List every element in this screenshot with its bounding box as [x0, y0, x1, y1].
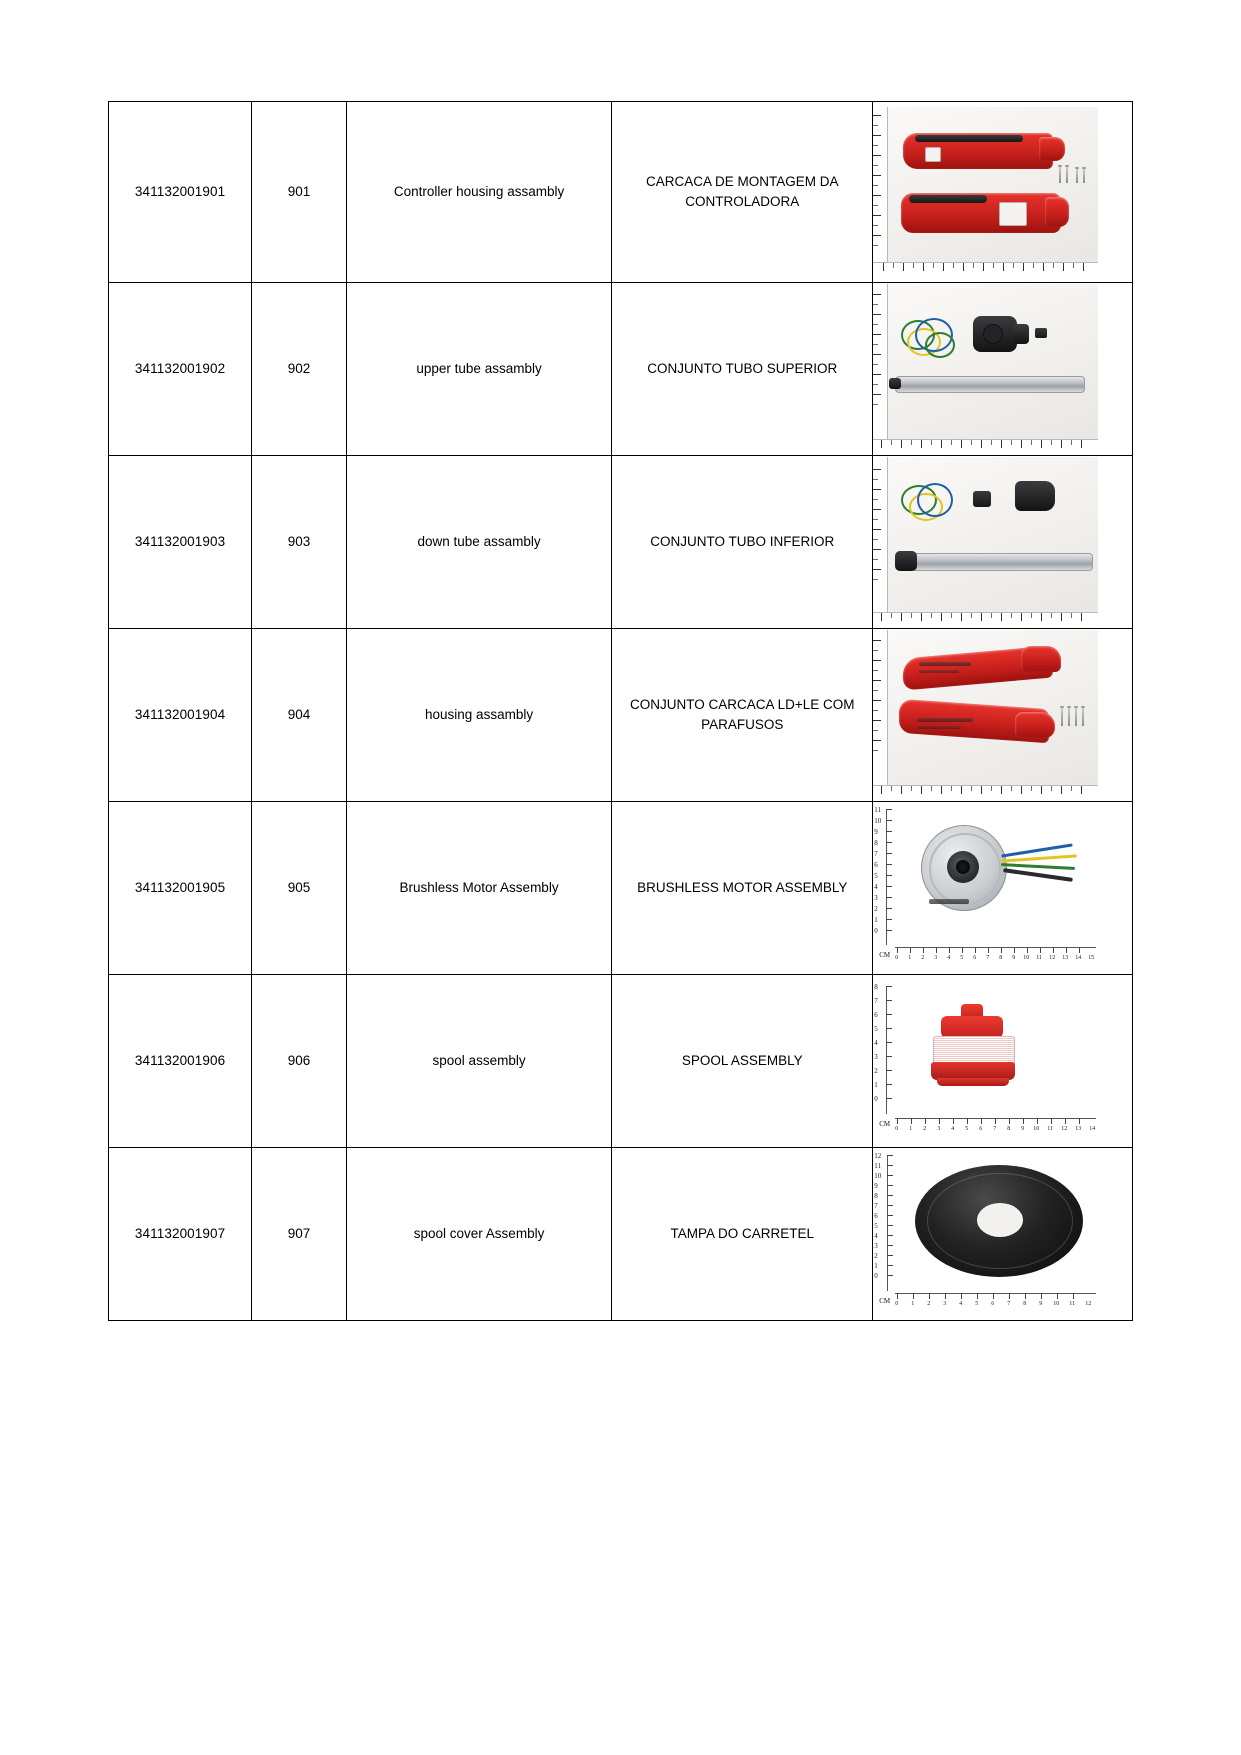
cell-part-code — [109, 802, 252, 975]
cell-ref-no — [252, 975, 347, 1148]
cell-description-pt — [612, 629, 873, 802]
description-pt-text: TAMPA DO CARRETEL — [670, 1226, 815, 1242]
cell-photo — [873, 456, 1133, 629]
cell-part-code — [109, 456, 252, 629]
ref-no-text: 903 — [287, 534, 311, 550]
cell-ref-no — [252, 629, 347, 802]
description-en-text: spool cover Assembly — [413, 1226, 545, 1242]
cell-part-code — [109, 102, 252, 283]
photo-upper-tube — [873, 284, 1098, 454]
description-en-text: housing assambly — [425, 707, 534, 723]
part-code-text: 341132001903 — [134, 534, 226, 550]
cell-description-pt — [612, 975, 873, 1148]
cell-photo — [873, 629, 1133, 802]
table-row[interactable] — [109, 456, 1133, 629]
table-row[interactable] — [109, 802, 1133, 975]
cell-photo — [873, 802, 1133, 975]
ruler-vertical — [873, 630, 888, 800]
table-row[interactable] — [109, 629, 1133, 802]
part-code-text: 341132001901 — [134, 184, 226, 200]
cell-description-pt — [612, 1148, 873, 1321]
description-pt-text: CONJUNTO CARCACA LD+LE COM PARAFUSOS — [630, 697, 855, 732]
description-pt-text: CONJUNTO TUBO INFERIOR — [650, 534, 835, 550]
ruler-horizontal — [873, 612, 1098, 627]
cell-description-pt — [612, 102, 873, 283]
ruler-horizontal: 0 1 2 3 4 5 6 7 8 9 10 11 12 13 14 15 — [895, 947, 1096, 969]
cell-photo — [873, 975, 1133, 1148]
ruler-horizontal: 0 1 2 3 4 5 6 7 8 9 10 11 12 — [895, 1293, 1096, 1315]
cell-description-en — [346, 975, 612, 1148]
table-row[interactable] — [109, 975, 1133, 1148]
part-code-text: 341132001902 — [134, 361, 226, 377]
description-en-text: down tube assambly — [417, 534, 541, 550]
description-pt-text: SPOOL ASSEMBLY — [681, 1053, 803, 1069]
ref-no-text: 905 — [287, 880, 311, 896]
description-pt-text: CARCACA DE MONTAGEM DA CONTROLADORA — [646, 174, 839, 209]
cell-part-code — [109, 975, 252, 1148]
ruler-horizontal — [873, 262, 1098, 277]
cell-description-en — [346, 456, 612, 629]
cell-part-code — [109, 629, 252, 802]
ref-no-text: 907 — [287, 1226, 311, 1242]
part-code-text: 341132001907 — [134, 1226, 226, 1242]
cell-description-en — [346, 283, 612, 456]
ref-no-text: 901 — [287, 184, 311, 200]
cm-label: CM — [879, 951, 891, 959]
cell-description-pt — [612, 283, 873, 456]
cell-ref-no — [252, 1148, 347, 1321]
description-en-text: Brushless Motor Assembly — [399, 880, 559, 896]
table-row[interactable] — [109, 283, 1133, 456]
cm-label: CM — [879, 1120, 891, 1128]
ruler-vertical: 11 10 9 8 7 6 5 4 3 2 1 0 — [873, 807, 899, 947]
ref-no-text: 904 — [287, 707, 311, 723]
cell-description-en — [346, 629, 612, 802]
ruler-vertical — [873, 457, 888, 627]
ruler-vertical: 12 11 10 9 8 7 6 5 4 3 2 1 0 — [873, 1153, 899, 1293]
photo-brushless-motor — [873, 803, 1098, 973]
photo-housing-assembly — [873, 630, 1098, 800]
photo-down-tube — [873, 457, 1098, 627]
cell-photo — [873, 283, 1133, 456]
ruler-horizontal — [873, 439, 1098, 454]
cm-label: CM — [879, 1297, 891, 1305]
description-en-text: Controller housing assambly — [393, 184, 565, 200]
cell-part-code — [109, 1148, 252, 1321]
ref-no-text: 902 — [287, 361, 311, 377]
ruler-horizontal: 0 1 2 3 4 5 6 7 8 9 10 11 12 13 14 — [895, 1118, 1096, 1140]
description-pt-text: BRUSHLESS MOTOR ASSEMBLY — [637, 880, 848, 896]
cell-description-pt — [612, 456, 873, 629]
photo-spool — [873, 976, 1098, 1146]
cell-description-pt — [612, 802, 873, 975]
table-row[interactable] — [109, 102, 1133, 283]
table-row[interactable] — [109, 1148, 1133, 1321]
parts-table — [108, 101, 1133, 1321]
description-pt-text: CONJUNTO TUBO SUPERIOR — [647, 361, 838, 377]
description-en-text: spool assembly — [432, 1053, 526, 1069]
ruler-vertical — [873, 107, 888, 277]
cell-description-en — [346, 1148, 612, 1321]
photo-spool-cover — [873, 1149, 1098, 1319]
part-code-text: 341132001905 — [134, 880, 226, 896]
description-en-text: upper tube assambly — [416, 361, 542, 377]
cell-ref-no — [252, 802, 347, 975]
ruler-vertical: 8 7 6 5 4 3 2 1 0 — [873, 984, 899, 1116]
cell-description-en — [346, 102, 612, 283]
cell-ref-no — [252, 102, 347, 283]
part-code-text: 341132001904 — [134, 707, 226, 723]
ref-no-text: 906 — [287, 1053, 311, 1069]
part-code-text: 341132001906 — [134, 1053, 226, 1069]
cell-ref-no — [252, 456, 347, 629]
cell-photo — [873, 1148, 1133, 1321]
cell-part-code — [109, 283, 252, 456]
cell-photo — [873, 102, 1133, 283]
cell-description-en — [346, 802, 612, 975]
ruler-horizontal — [873, 785, 1098, 800]
cell-ref-no — [252, 283, 347, 456]
photo-controller-housing — [873, 107, 1098, 277]
ruler-vertical — [873, 284, 888, 454]
